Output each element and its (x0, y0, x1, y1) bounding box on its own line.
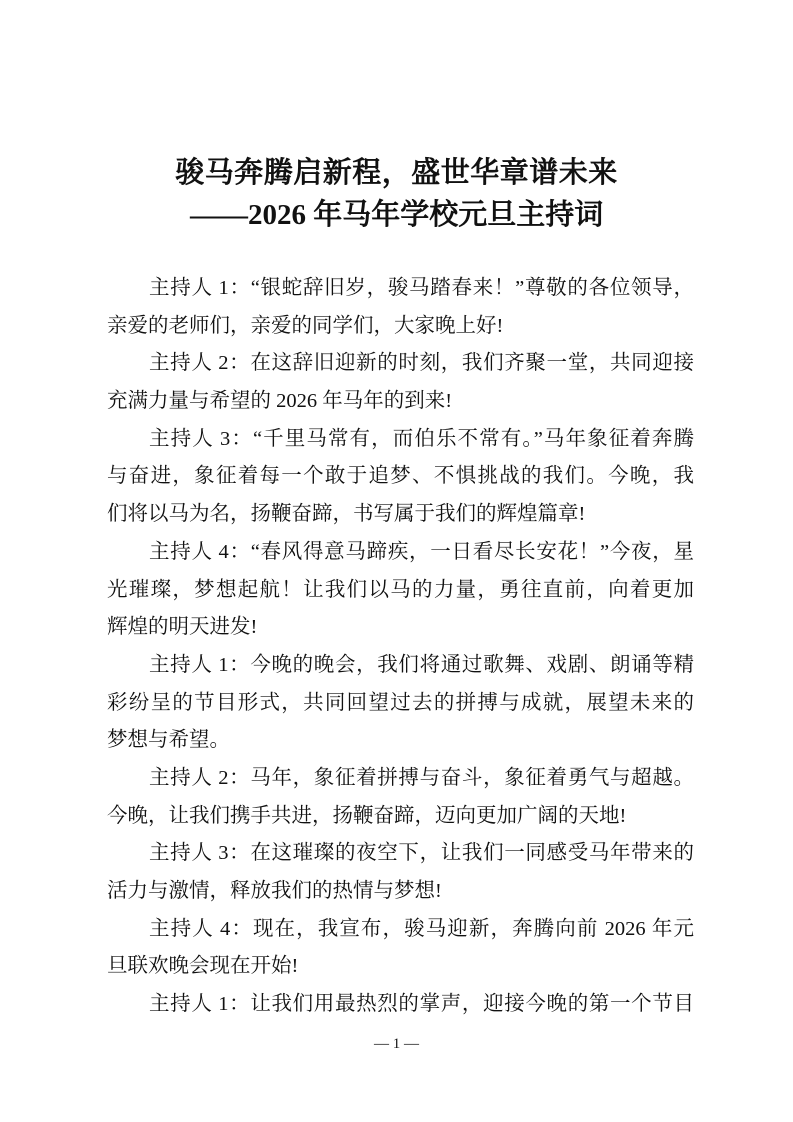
paragraph-line: 主持人 2：在这辞旧迎新的时刻，我们齐聚一堂，共同迎接 (149, 352, 694, 375)
paragraph-line: 今晚，让我们携手共进，扬鞭奋蹄，迈向更加广阔的天地! (107, 804, 627, 827)
paragraph-line: 主持人 2：马年，象征着拼搏与奋斗，象征着勇气与超越。 (149, 766, 694, 789)
paragraph (107, 270, 694, 345)
paragraph (107, 760, 694, 835)
document-title: 骏马奔腾启新程，盛世华章谱未来 (175, 157, 618, 189)
paragraph-line: 梦想与希望。 (107, 729, 230, 752)
paragraph (107, 835, 694, 910)
paragraph-line: 彩纷呈的节目形式，共同回望过去的拼搏与成就，展望未来的 (107, 691, 694, 714)
paragraph-line: 活力与激情，释放我们的热情与梦想! (107, 880, 442, 902)
paragraph-line: 们将以马为名，扬鞭奋蹄，书写属于我们的辉煌篇章! (107, 503, 586, 526)
paragraph (107, 534, 694, 647)
paragraph (107, 647, 694, 760)
paragraph-line: 主持人 4：现在，我宣布，骏马迎新，奔腾向前 2026 年元 (149, 917, 694, 940)
paragraph (107, 911, 694, 986)
paragraph-line: 充满力量与希望的 2026 年马年的到来! (107, 390, 453, 413)
paragraph-line: 主持人 4：“春风得意马蹄疾，一日看尽长安花！”今夜，星 (149, 540, 694, 563)
paragraph-line: 主持人 1：“银蛇辞旧岁，骏马踏春来！”尊敬的各位领导， (149, 277, 694, 299)
paragraph (107, 345, 694, 420)
paragraph-line: 主持人 1：今晚的晚会，我们将通过歌舞、戏剧、朗诵等精 (149, 653, 694, 676)
paragraph-line: 主持人 3：“千里马常有，而伯乐不常有。”马年象征着奔腾 (149, 427, 694, 450)
paragraph-line: 旦联欢晚会现在开始! (107, 955, 299, 978)
page-number: — 1 — (374, 1036, 419, 1052)
paragraph-line: 亲爱的老师们，亲爱的同学们，大家晚上好! (107, 314, 504, 337)
paragraph-line: 光璀璨，梦想起航！让我们以马的力量，勇往直前，向着更加 (107, 578, 694, 601)
paragraph (107, 421, 694, 534)
paragraph (107, 986, 694, 1024)
document-body (107, 270, 694, 1024)
paragraph-line: 主持人 1：让我们用最热烈的掌声，迎接今晚的第一个节目 (149, 993, 694, 1016)
paragraph-line: 与奋进，象征着每一个敢于追梦、不惧挑战的我们。今晚，我 (107, 465, 694, 488)
document-subtitle: ——2026 年马年学校元旦主持词 (190, 199, 604, 231)
paragraph-line: 辉煌的明天进发! (107, 616, 258, 639)
paragraph-line: 主持人 3：在这璀璨的夜空下，让我们一同感受马年带来的 (149, 842, 694, 865)
